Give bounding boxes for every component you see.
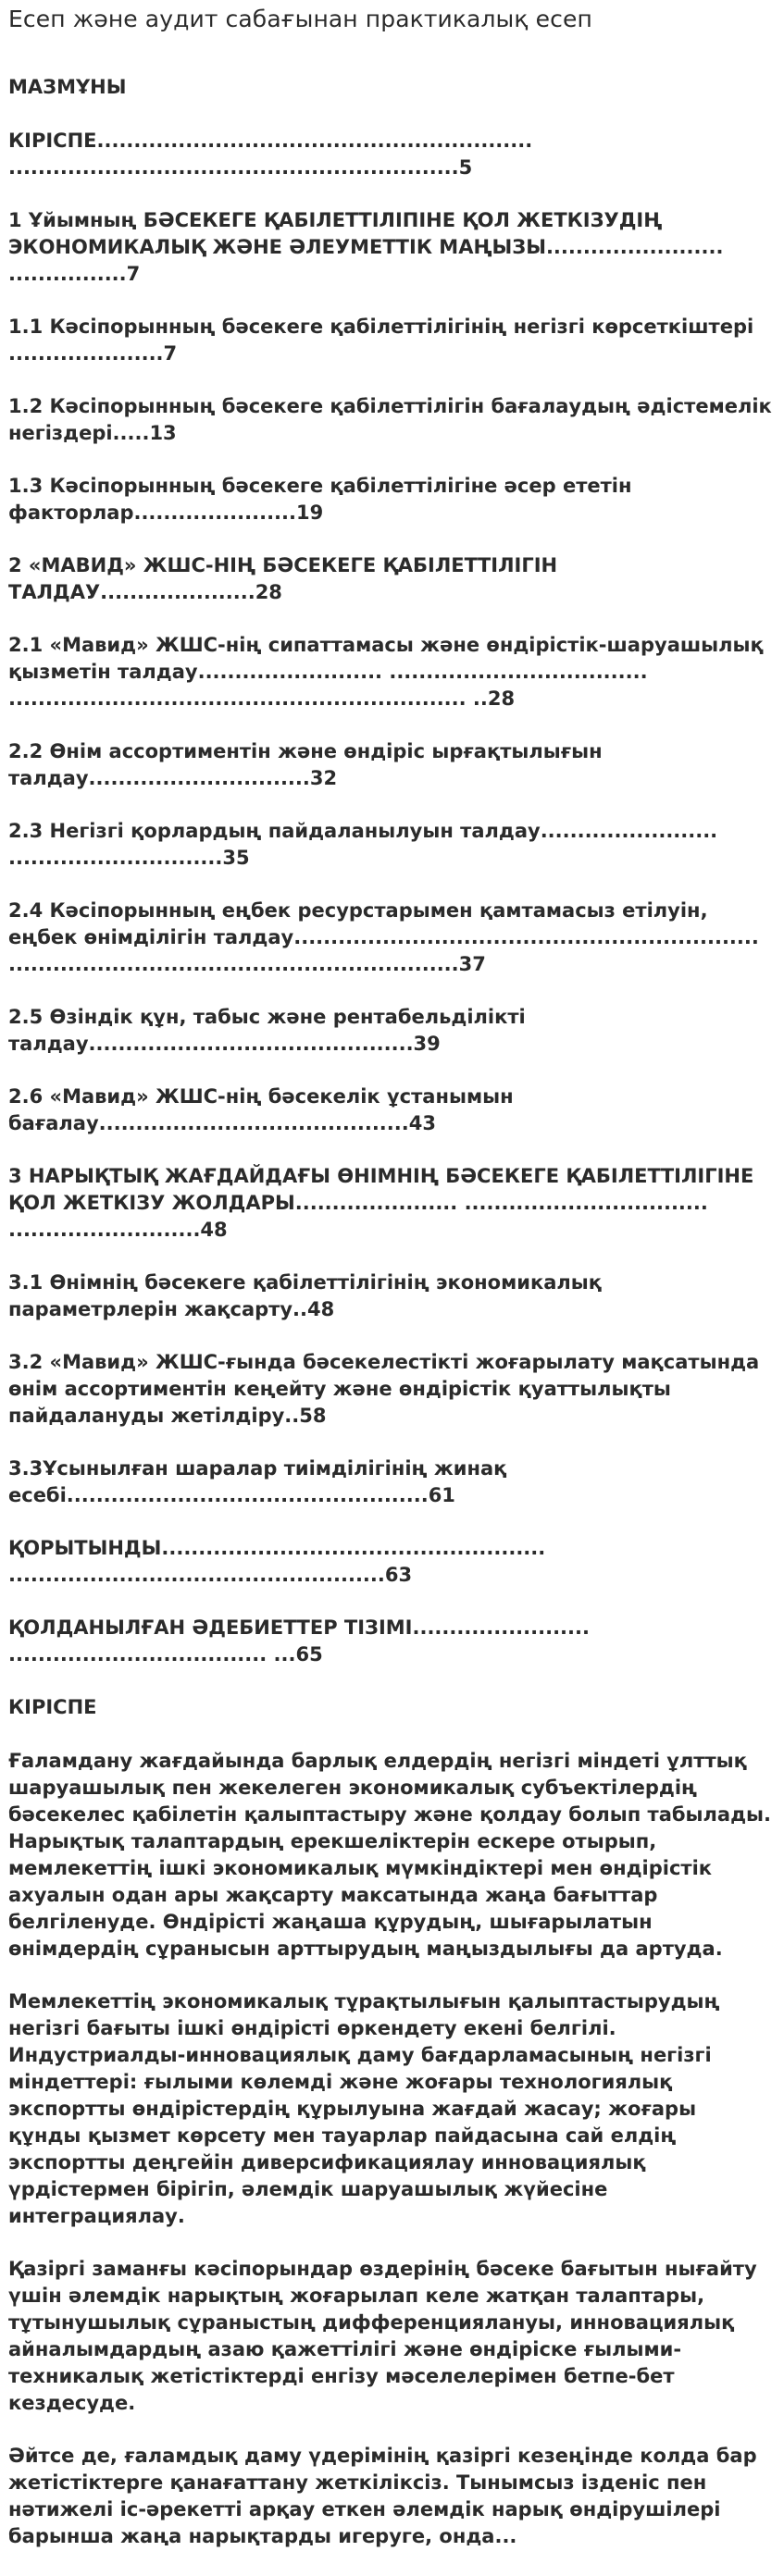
toc-entry: 2 «МАВИД» ЖШС-НІҢ БӘСЕКЕГЕ ҚАБІЛЕТТІЛІГІН ТАЛДАУ.....................28 xyxy=(8,554,558,603)
body-paragraph: Әйтсе де, ғаламдық даму үдерімінің қазіргі кезеңінде колда бар жетістіктерге қанағаттану жеткіліксіз. Тынымсыз ізденіс пен нәтижелі іс-әрекетті арқау еткен әлемдік нарық өндірушілері барынша жаңа нарықтарды игеруге, онда... xyxy=(8,2445,757,2547)
toc-entry: 1 Ұйымның БӘСЕКЕГЕ ҚАБІЛЕТТІЛІПІНЕ ҚОЛ ЖЕТКІЗУДІҢ ЭКОНОМИКАЛЫҚ ЖӘНЕ ӘЛЕУМЕТТІК МАҢЫЗЫ........................ ................7 xyxy=(8,209,724,285)
section-heading: КІРІСПЕ xyxy=(8,1696,97,1718)
body-paragraph: Ғаламдану жағдайында барлық елдердің негізгі міндеті ұлттық шаруашылық пен жекелеген экономикалық субъектілердің бәсекелес қабілетін қалыптастыру және қолдау болып табылады. Нарықтық талаптардың ерекшеліктерін ескере отырып, мемлекеттің ішкі экономикалық мүмкіндіктері мен өндірістік ахуалын одан ары жақсарту максатында жаңа бағыттар белгіленуде. Өндірісті жаңаша құрудың, шығарылатын өнімдердің сұранысын арттырудың маңыздылығы да артуда. xyxy=(8,1750,772,1960)
toc-entry: 1.1 Кәсіпорынның бәсекеге қабілеттілігінің негізгі көрсеткіштері .....................7 xyxy=(8,316,754,365)
toc-heading: МАЗМҰНЫ xyxy=(8,76,127,98)
document-content xyxy=(8,74,775,2576)
toc-entry: 2.4 Кәсіпорынның еңбек ресурстарымен қамтамасыз етілуін, еңбек өнімділігін талдау............................................................... .............................................................37 xyxy=(8,899,759,975)
toc-entry: 2.6 «Мавид» ЖШС-нің бәсекелік ұстанымын бағалау..........................................43 xyxy=(8,1085,514,1134)
toc-entry: 2.1 «Мавид» ЖШС-нің сипаттамасы және өндірістік-шаруашылық қызметін талдау......................... ................................... .............................................................. ..28 xyxy=(8,634,764,710)
toc-entry: 3 НАРЫҚТЫҚ ЖАҒДАЙДАҒЫ ӨНІМНІҢ БӘСЕКЕГЕ ҚАБІЛЕТТІЛІГІНЕ ҚОЛ ЖЕТКІЗУ ЖОЛДАРЫ...................... ................................. ..........................48 xyxy=(8,1165,754,1241)
toc-entry: 2.5 Өзіндік құн, табыс және рентабельділікті талдау............................................39 xyxy=(8,1006,526,1055)
toc-entry: 2.2 Өнім ассортиментін және өндіріс ырғақтылығын талдау..............................32 xyxy=(8,740,603,789)
toc-entry: 3.3Ұсынылған шаралар тиімділігінің жинақ есебі.................................................61 xyxy=(8,1457,507,1506)
body-paragraph: Қазіргі заманғы кәсіпорындар өздерінің бәсеке бағытын нығайту үшін әлемдік нарықтың жоғарылап келе жатқан талаптары, тұтынушылық сұраныстың дифференциялануы, инновациялық айналымдардың азаю қажеттілігі және өндіріске ғылыми-техникалық жетістіктерді енгізу мәселелерімен бетпе-бет кездесуде. xyxy=(8,2258,757,2414)
toc-entry: 3.1 Өнімнің бәсекеге қабілеттілігінің экономикалық параметрлерін жақсарту..48 xyxy=(8,1271,603,1320)
toc-entry: КІРІСПЕ........................................................... .............................................................5 xyxy=(8,130,533,179)
toc-entry: ҚОЛДАНЫЛҒАН ӘДЕБИЕТТЕР ТІЗІМІ........................ ................................... ...65 xyxy=(8,1616,590,1666)
toc-entry: 3.2 «Мавид» ЖШС-ғында бәсекелестікті жоғарылату мақсатында өнім ассортиментін кеңейту және өндірістік қуаттылықты пайдалануды жетілдіру..58 xyxy=(8,1351,760,1427)
body-paragraph: Мемлекеттің экономикалық тұрақтылығын қалыптастырудың негізгі бағыты ішкі өндірісті өркендету екені белгілі. Индустриалды-инновациялық даму бағдарламасының негізгі міндеттері: ғылыми көлемді және жоғары технологиялық экспортты өндірістердің құрылуына жағдай жасау; жоғары құнды қызмет көрсету мен тауарлар пайдасына сай елдің экспортты деңгейін диверсификациялау инновациялық үрдістермен бірігіп, әлемдік шаруашылық жүйесіне интеграциялау. xyxy=(8,1990,720,2227)
toc-entry: 2.3 Негізгі қорлардың пайдаланылуын талдау........................ .............................35 xyxy=(8,820,718,869)
toc-entry: 1.2 Кәсіпорынның бәсекеге қабілеттілігін бағалаудың әдістемелік негіздері.....13 xyxy=(8,395,772,444)
toc-entry: 1.3 Кәсіпорынның бәсекеге қабілеттілігіне әсер ететін факторлар......................19 xyxy=(8,475,632,524)
document-title: Есеп және аудит сабағынан практикалық есеп xyxy=(8,6,592,32)
toc-entry: ҚОРЫТЫНДЫ.................................................... ...................................................63 xyxy=(8,1537,546,1586)
